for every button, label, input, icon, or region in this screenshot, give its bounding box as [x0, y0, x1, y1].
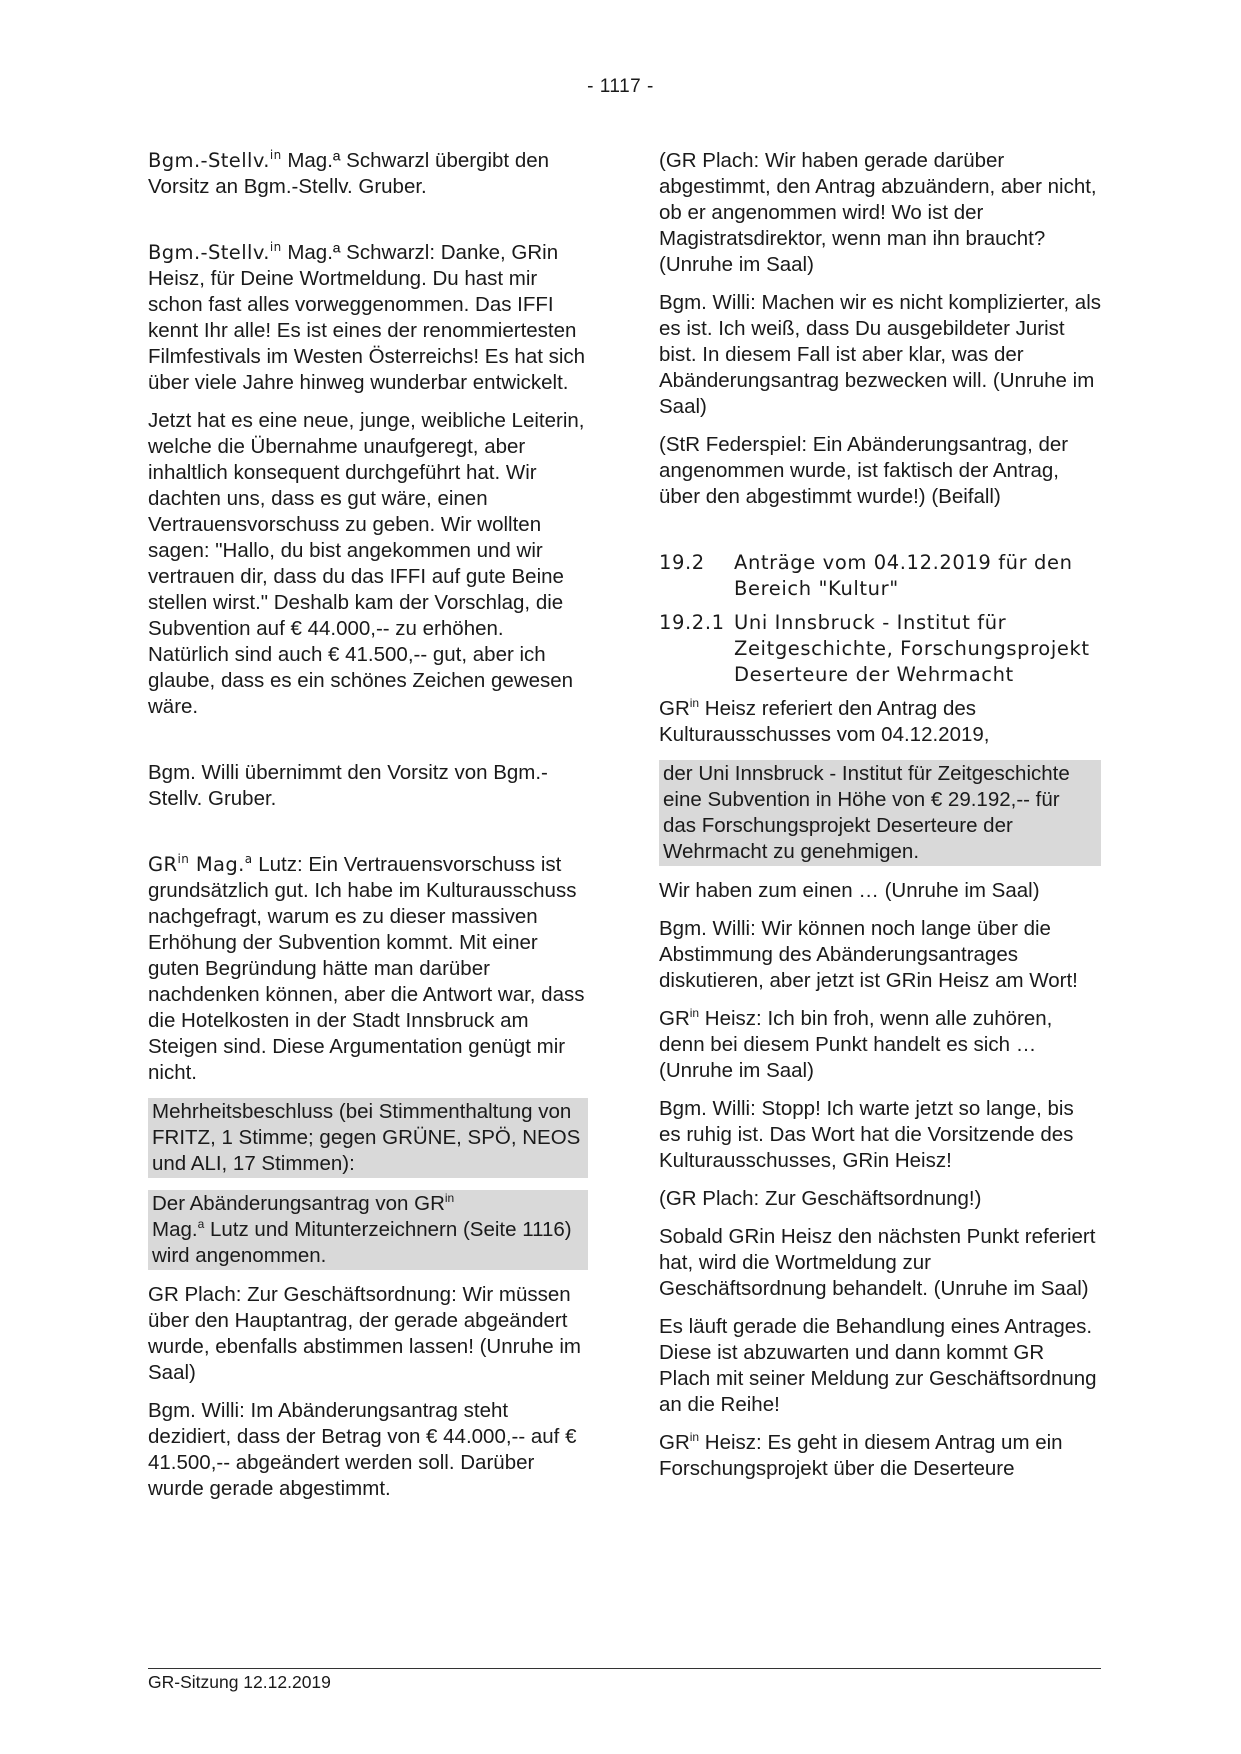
paragraph: $GR^{in}$ Heisz: Es geht in diesem Antrag um ein Forschungsprojekt über die Deserteure: [659, 1430, 1063, 1480]
paragraph: Bgm. Willi: Machen wir es nicht komplizierter, als es ist. Ich weiß, dass Du ausgebildeter Jurist bist. In diesem Fall ist aber klar, was der Abänderungsantrag bezwecken will. (Unruhe im Saal): [659, 291, 1102, 418]
subsection-heading: [659, 610, 1101, 688]
section-heading: [659, 550, 1101, 602]
paragraph: $GR^{in}$ Mag.$^a$ Lutz: Ein Vertrauensvorschuss ist grundsätzlich gut. Ich habe im Kulturausschuss nachgefragt, warum es zu dieser massiven Erhöhung der Subvention kommt. Mit einer guten Begründung hätte man darüber nachdenken können, aber die Antwort war, dass die Hotelkosten in der Stadt Innsbruck am Steigen sind. Diese Argumentation genügt mir nicht.: [148, 852, 585, 1084]
motion-box: der Uni Innsbruck - Institut für Zeitgeschichte eine Subvention in Höhe von € 29.192,-- für das Forschungsprojekt Deserteure der Wehrmacht zu genehmigen.: [659, 760, 1101, 866]
paragraph: (GR Plach: Zur Geschäftsordnung!): [659, 1187, 982, 1210]
paragraph: Bgm. Willi übernimmt den Vorsitz von Bgm.-Stellv. Gruber.: [148, 761, 548, 810]
left-column: [148, 148, 588, 1514]
resolution-box: Der Abänderungsantrag von $GR^{in}$ Mag.$^a$ Lutz und Mitunterzeichnern (Seite 1116) wird angenommen.: [148, 1190, 588, 1270]
paragraph: Es läuft gerade die Behandlung eines Antrages. Diese ist abzuwarten und dann kommt GR Plach mit seiner Meldung zur Geschäftsordnung an die Reihe!: [659, 1315, 1097, 1416]
paragraph: Bgm. Willi: Stopp! Ich warte jetzt so lange, bis es ruhig ist. Das Wort hat die Vorsitzende des Kulturausschusses, GRin Heisz!: [659, 1097, 1074, 1172]
footer-text: GR-Sitzung 12.12.2019: [148, 1672, 331, 1692]
resolution-box: Mehrheitsbeschluss (bei Stimmenthaltung von FRITZ, 1 Stimme; gegen GRÜNE, SPÖ, NEOS und ALI, 17 Stimmen):: [148, 1098, 588, 1178]
right-column: [659, 148, 1101, 1494]
section-number: 19.2: [659, 551, 705, 574]
paragraph: GR Plach: Zur Geschäftsordnung: Wir müssen über den Hauptantrag, der gerade abgeändert wurde, ebenfalls abstimmen lassen! (Unruhe im Saal): [148, 1283, 581, 1384]
section-title: Anträge vom 04.12.2019 für den Bereich "Kultur": [734, 551, 1073, 600]
footer-divider: [148, 1668, 1101, 1669]
paragraph: Wir haben zum einen … (Unruhe im Saal): [659, 879, 1040, 902]
paragraph: $GR^{in}$ Heisz referiert den Antrag des Kulturausschusses vom 04.12.2019,: [659, 696, 990, 746]
paragraph: Sobald GRin Heisz den nächsten Punkt referiert hat, wird die Wortmeldung zur Geschäftsordnung behandelt. (Unruhe im Saal): [659, 1225, 1096, 1300]
paragraph: Bgm.-Stellv.$^{in}$ Mag.ª Schwarzl: Danke, GRin Heisz, für Deine Wortmeldung. Du hast mir schon fast alles vorweggenommen. Das IFFI kennt Ihr alle! Es ist eines der renommiertesten Filmfestivals im Westen Österreichs! Es hat sich über viele Jahre hinweg wunderbar entwickelt.: [148, 240, 586, 394]
section-title: Uni Innsbruck - Institut für Zeitgeschichte, Forschungsprojekt Deserteure der Wehrmacht: [734, 611, 1090, 686]
paragraph: (GR Plach: Wir haben gerade darüber abgestimmt, den Antrag abzuändern, aber nicht, ob er angenommen wird! Wo ist der Magistratsdirektor, wenn man ihn braucht? (Unruhe im Saal): [659, 149, 1097, 276]
paragraph: $GR^{in}$ Heisz: Ich bin froh, wenn alle zuhören, denn bei diesem Punkt handelt es sich … (Unruhe im Saal): [659, 1006, 1053, 1082]
page-number: - 1117 -: [587, 76, 654, 97]
paragraph: (StR Federspiel: Ein Abänderungsantrag, der angenommen wurde, ist faktisch der Antrag, über den abgestimmt wurde!) (Beifall): [659, 433, 1069, 508]
paragraph: Jetzt hat es eine neue, junge, weibliche Leiterin, welche die Übernahme unaufgeregt, aber inhaltlich konsequent durchgeführt hat. Wir dachten uns, dass es gut wäre, einen Vertrauensvorschuss zu geben. Wir wollten sagen: "Hallo, du bist angekommen und wir vertrauen dir, dass du das IFFI auf gute Beine stellen wirst." Deshalb kam der Vorschlag, die Subvention auf € 44.000,-- zu erhöhen. Natürlich sind auch € 41.500,-- gut, aber ich glaube, dass es ein schönes Zeichen gewesen wäre.: [148, 409, 585, 718]
paragraph: Bgm. Willi: Wir können noch lange über die Abstimmung des Abänderungsantrages diskutieren, aber jetzt ist GRin Heisz am Wort!: [659, 917, 1078, 992]
paragraph: Bgm.-Stellv.$^{in}$ Mag.ª Schwarzl übergibt den Vorsitz an Bgm.-Stellv. Gruber.: [148, 148, 550, 198]
paragraph: Bgm. Willi: Im Abänderungsantrag steht dezidiert, dass der Betrag von € 44.000,-- auf € 41.500,-- abgeändert werden soll. Darüber wurde gerade abgestimmt.: [148, 1399, 577, 1500]
section-number: 19.2.1: [659, 611, 725, 634]
